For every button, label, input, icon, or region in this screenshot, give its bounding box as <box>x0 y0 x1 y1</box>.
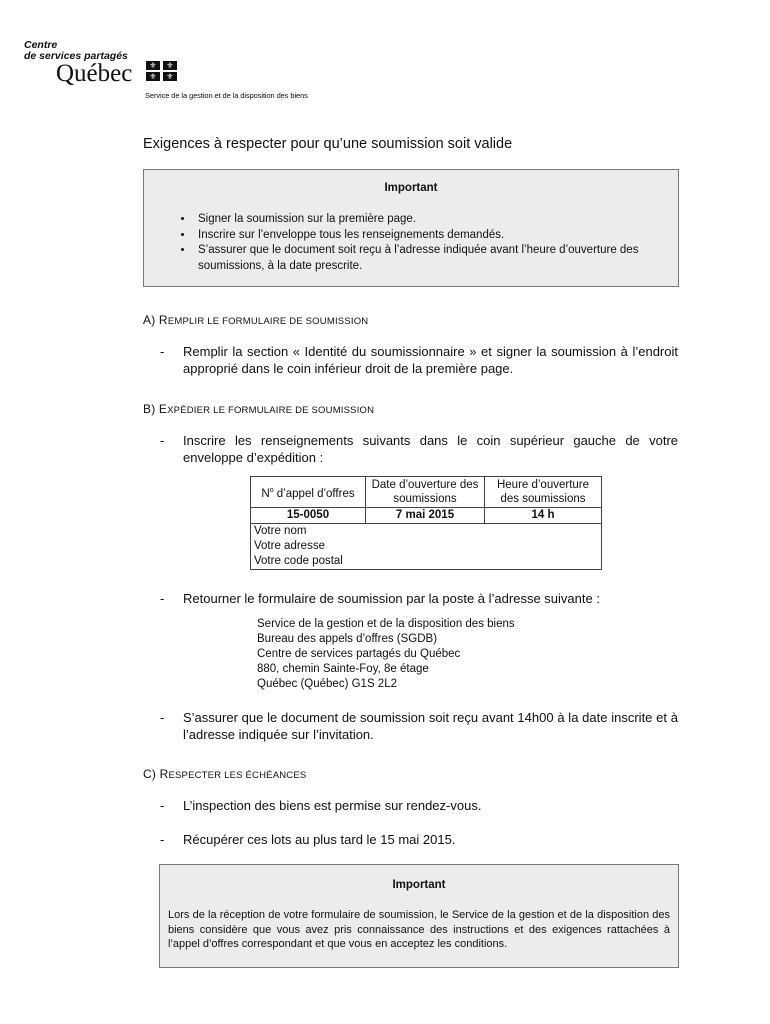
logo-line-services: de services partagés <box>24 50 128 62</box>
table-row <box>251 508 602 524</box>
important-box <box>143 169 679 287</box>
section-a-heading: A) REMPLIR LE FORMULAIRE DE SOUMISSION <box>143 313 369 327</box>
logo-quebec: Québec <box>56 60 133 87</box>
important-text: Lors de la réception de votre formulaire de soumission, le Service de la gestion et de la disposition des biens considère que vous avez pris connaissance des instructions et des exigences rattachées à l’appel d’offres correspondant et que vous en acceptez les conditions. <box>168 909 670 950</box>
dash-bullet: - <box>160 344 165 359</box>
fleur-de-lis-icon: ⚜ <box>146 72 160 81</box>
quebec-flag-icon <box>146 61 177 81</box>
dash-bullet: - <box>160 433 165 448</box>
logo-line-centre: Centre <box>24 39 58 51</box>
section-b-item-1: - Inscrire les renseignements suivants dans le coin supérieur gauche de votre enveloppe d’expédition : <box>160 433 678 465</box>
logo-service-name: Service de la gestion et de la disposition des biens <box>145 91 308 100</box>
logo <box>24 40 344 102</box>
mailing-address: Service de la gestion et de la disposition des biens Bureau des appels d’offres (SGDB) Centre de services partagés du Québec 880, chemin Sainte-Foy, 8e étage Québec (Québec) G1S 2L2 <box>257 618 515 690</box>
table-cell: 7 mai 2015 <box>366 508 485 524</box>
dash-bullet: - <box>160 832 165 847</box>
table-header-cell: Heure d’ouverture des soumissions <box>485 477 602 508</box>
table-header-row <box>251 477 602 508</box>
fleur-de-lis-icon: ⚜ <box>163 61 177 70</box>
section-b-item-2: - Retourner le formulaire de soumission par la poste à l’adresse suivante : <box>160 591 600 606</box>
table-cell: 15-0050 <box>251 508 366 524</box>
table-cell: 14 h <box>485 508 602 524</box>
section-c-heading: C) RESPECTER LES ÉCHÉANCES <box>143 767 307 781</box>
fleur-de-lis-icon: ⚜ <box>163 72 177 81</box>
section-a-item: - Remplir la section « Identité du soumissionnaire » et signer la soumission à l’endroit approprié dans le coin inférieur droit de la première page. <box>160 344 678 376</box>
list-item: • S’assurer que le document soit reçu à l’adresse indiquée avant l’heure d’ouverture des soumissions, à la date prescrite. <box>194 243 670 274</box>
dash-bullet: - <box>160 798 165 813</box>
section-b-item-3: - S’assurer que le document de soumission soit reçu avant 14h00 à la date inscrite et à l’adresse indiquée sur l’invitation. <box>160 710 678 742</box>
important-list <box>144 212 670 274</box>
section-b-heading: B) EXPÉDIER LE FORMULAIRE DE SOUMISSION <box>143 402 375 416</box>
section-c-item-1: - L’inspection des biens est permise sur rendez-vous. <box>160 798 482 813</box>
table-row <box>251 524 602 570</box>
important-heading: Important <box>392 879 446 891</box>
envelope-info-table <box>250 476 602 570</box>
list-item: • Signer la soumission sur la première page. <box>194 212 670 228</box>
fleur-de-lis-icon: ⚜ <box>146 61 160 70</box>
important-box-2 <box>159 864 679 968</box>
page-title: Exigences à respecter pour qu’une soumission soit valide <box>143 136 513 152</box>
table-header-cell: $N^o$ d’appel d’offres <box>251 477 366 508</box>
dash-bullet: - <box>160 591 165 606</box>
table-header-cell: Date d’ouverture des soumissions <box>366 477 485 508</box>
section-c-item-2: - Récupérer ces lots au plus tard le 15 mai 2015. <box>160 832 456 847</box>
important-heading: Important <box>384 182 438 194</box>
dash-bullet: - <box>160 710 165 725</box>
table-cell: Votre nom Votre adresse Votre code postal <box>251 524 602 570</box>
list-item: • Inscrire sur l’enveloppe tous les renseignements demandés. <box>194 228 670 244</box>
